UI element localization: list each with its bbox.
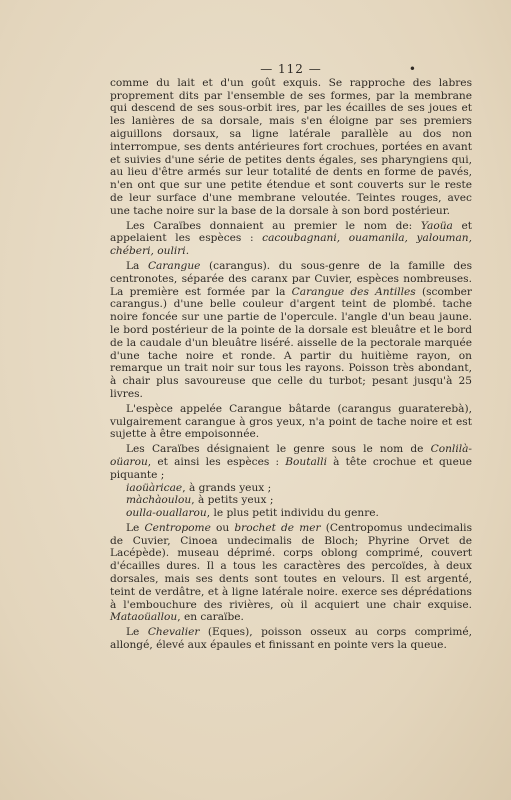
text-run: comme du lait et d'un goût exquis. Se rapproche des labres proprement dits par l'ensemble de ses formes, par la membrane qui descend de ses sous-orbit ires, par les écailles de ses joues et les lanières de sa dorsale, mais s'en éloigne par ses premiers aiguillons dorsaux, sa ligne latérale parallèle au dos non interrompue, ses dents antérieures fort crochues, portées en avant et suivies d'une série de petites dents égales, ses pharyngiens qui, au lieu d'être armés sur leur totalité de dents en forme de pavés, n'en ont que sur une petite étendue et sont couverts sur le reste de leur surface d'une membrane veloutée. Teintes rouges, avec une tache noire sur la base de la dorsale à son bord postérieur. bbox=[110, 76, 472, 217]
text-run: (carangus). du sous-genre de la famille des centronotes, séparée des caranx par Cuvier, espèces nombreuses. La première est formée par la bbox=[110, 259, 473, 298]
page-number: — 112 — bbox=[260, 62, 322, 76]
body-text bbox=[110, 77, 472, 652]
text-run: (Eques), poisson osseux au corps comprimé, allongé, élevé aux épaules et finissant en pointe vers la queue. bbox=[110, 626, 473, 652]
italic-term: oulla-ouallarou bbox=[126, 507, 207, 520]
italic-term: cacoubagnani, ouamanila, yalouman, chéberi, ouliri. bbox=[110, 232, 472, 258]
paragraph-p5 bbox=[110, 482, 472, 495]
italic-term: Carangue bbox=[147, 259, 201, 272]
italic-term: iaoüàricae bbox=[126, 481, 183, 494]
paragraph-p4 bbox=[110, 443, 472, 481]
text-run: et appelaient les espèces : bbox=[110, 219, 472, 245]
paragraph-p2 bbox=[110, 260, 472, 401]
text-run: à tête crochue et queue piquante ; bbox=[110, 455, 472, 481]
text-run: Le bbox=[126, 626, 148, 639]
text-run: , à grands yeux ; bbox=[182, 481, 272, 494]
text-run: , à petits yeux ; bbox=[191, 494, 274, 507]
italic-term: Chevalier bbox=[147, 626, 200, 639]
italic-term: màchàoulou bbox=[126, 494, 192, 507]
italic-term: Carangue des Antilles bbox=[291, 285, 416, 298]
text-run: Les Caraïbes donnaient au premier le nom de: bbox=[126, 219, 421, 232]
page-text bbox=[110, 63, 472, 652]
paragraph-p6 bbox=[110, 494, 472, 507]
paragraph-p1 bbox=[110, 220, 472, 258]
italic-term: Mataoüallou bbox=[110, 611, 178, 624]
text-run: , le plus petit individu du genre. bbox=[206, 507, 379, 520]
text-run: Le bbox=[126, 521, 145, 534]
paragraph-p0 bbox=[110, 77, 472, 218]
text-run: ou bbox=[210, 521, 235, 534]
text-run: Les Caraïbes désignaient le genre sous le nom de bbox=[126, 443, 431, 456]
italic-term: Conlilà-oüarou bbox=[110, 443, 472, 468]
page-header bbox=[110, 63, 472, 76]
text-run: , en caraïbe. bbox=[177, 611, 244, 624]
paragraph-p3 bbox=[110, 403, 472, 441]
paragraph-p9 bbox=[110, 626, 472, 652]
text-run: La bbox=[126, 259, 148, 272]
italic-term: Yaoüa bbox=[420, 219, 453, 232]
text-run: (Centropomus undecimalis de Cuvier, Cinoea undecimalis de Bloch; Phyrine Orvet de Lacépède). museau déprimé. corps oblong comprimé, couvert d'écailles dures. Il a tous les caractères des percoïdes, à deux dorsales, mais ses dents sont toutes en velours. Il est argenté, teint de verdâtre, et à ligne latérale noire. exerce ses déprédations à l'embouchure des rivières, où il acquiert une chair exquise. bbox=[110, 521, 473, 611]
text-run: , et ainsi les espèces : bbox=[147, 455, 286, 468]
header-mark: • bbox=[408, 62, 417, 76]
text-run: (scomber carangus.) d'une belle couleur d'argent teint de plombé. tache noire foncée sur une partie de l'opercule. l'angle d'un beau jaune. le bord postérieur de la pointe de la dorsale est bleuâtre et le bord de la caudale d'un bleuâtre liséré. aisselle de la pectorale marquée d'une tache noire et ronde. A partir du huitième rayon, on remarque un trait noir sur tous les rayons. Poisson très abondant, à chair plus savoureuse que celle du turbot; pesant jusqu'à 25 livres. bbox=[110, 285, 472, 400]
italic-term: Boutalli bbox=[285, 455, 327, 468]
italic-term: brochet de mer bbox=[234, 521, 321, 534]
text-run: L'espèce appelée Carangue bâtarde (carangus guaraterebà), vulgairement carangue à gros yeux, n'a point de tache noire et est sujette à être empoisonnée. bbox=[110, 402, 472, 441]
italic-term: Centropome bbox=[144, 521, 211, 534]
paragraph-p7 bbox=[110, 507, 472, 520]
paragraph-p8 bbox=[110, 522, 472, 624]
